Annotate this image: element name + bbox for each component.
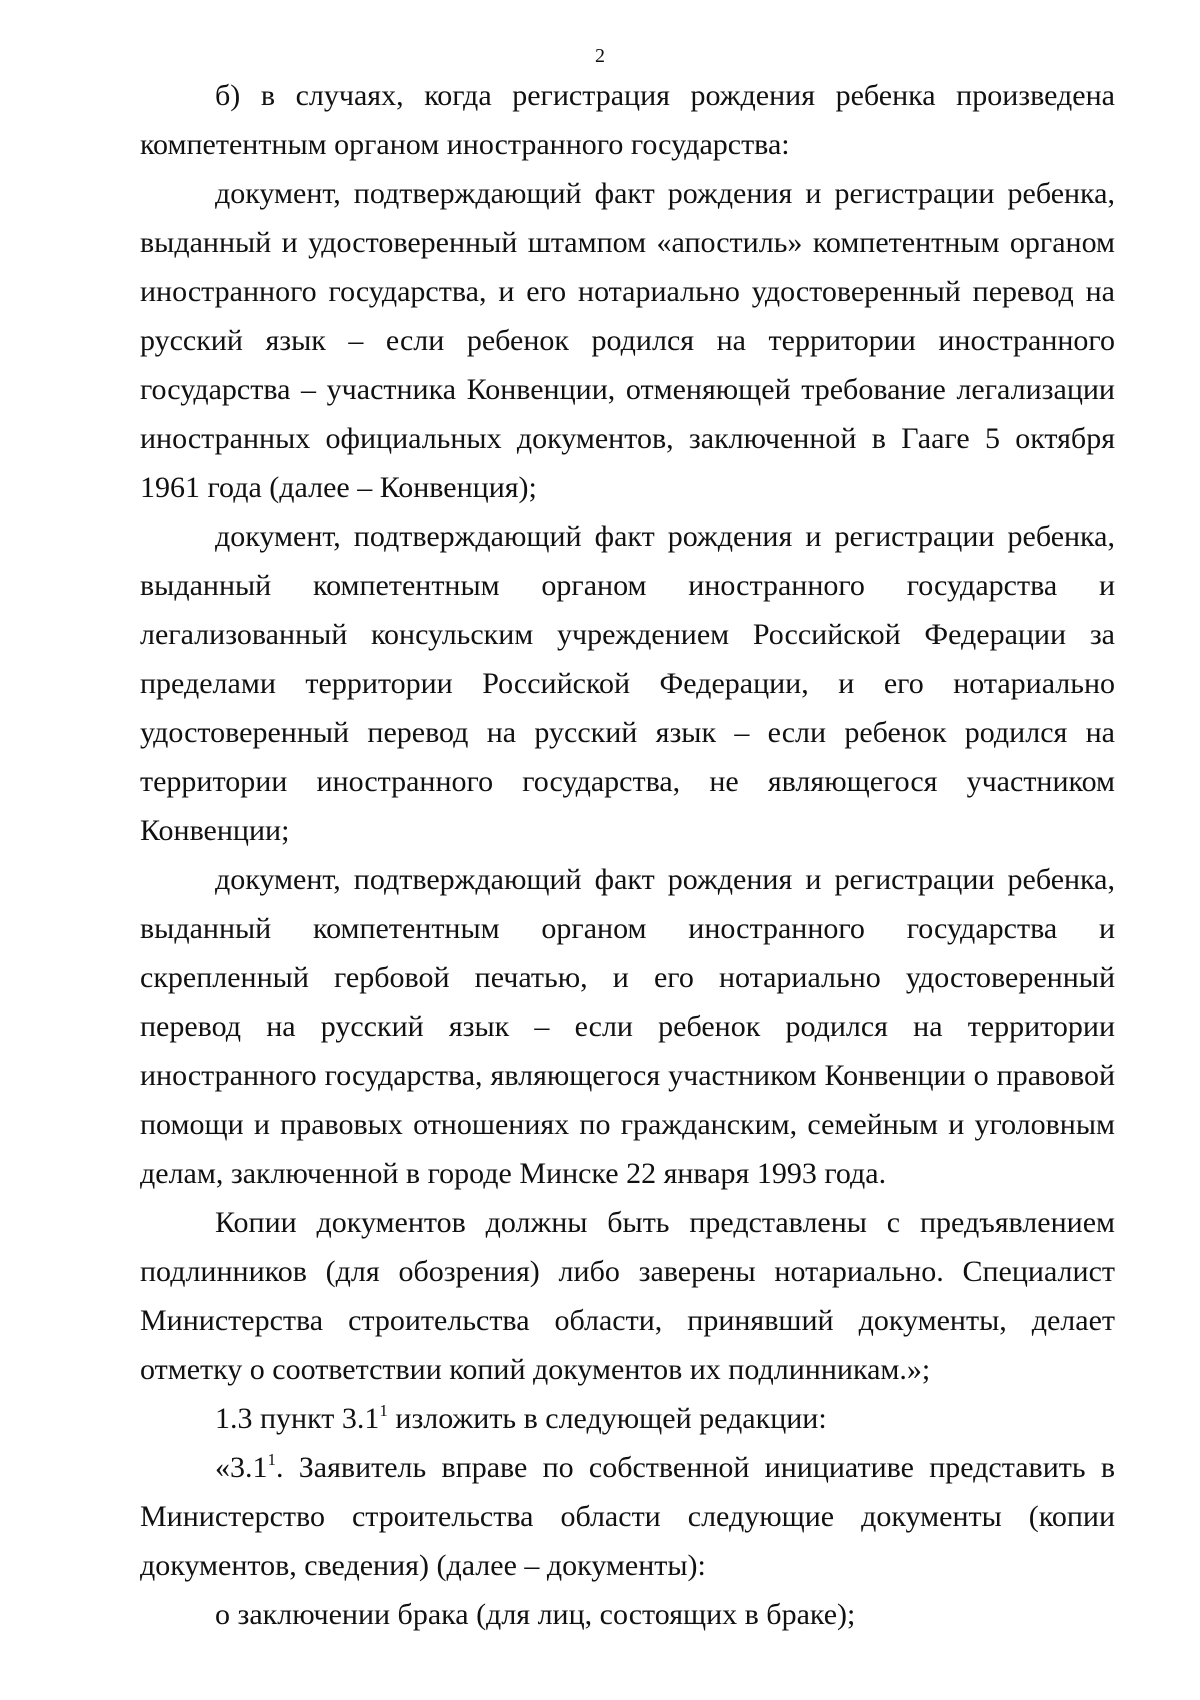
paragraph-case-b: б) в случаях, когда регистрация рождения ребенка произведена компетентным органом иностранного государства: <box>140 79 1115 161</box>
document-body <box>140 71 1115 1639</box>
paragraph-amendment-1-3 <box>140 1394 1115 1443</box>
paragraph-document-copies: Копии документов должны быть представлены с предъявлением подлинников (для обозрения) либо заверены нотариально. Специалист Министерства строительства области, принявший документы, делает отметку о соответствии копий документов их подлинникам.»; <box>140 1206 1115 1386</box>
amendment-text-start: 1.3 пункт 3.1 <box>215 1402 380 1435</box>
clause-superscript: 1 <box>267 1450 276 1469</box>
paragraph-clause-3-1-1 <box>140 1443 1115 1590</box>
clause-text: . Заявитель вправе по собственной инициативе представить в Министерство строительства области следующие документы (копии документов, сведения) (далее – документы): <box>140 1451 1115 1582</box>
paragraph-apostille-document: документ, подтверждающий факт рождения и регистрации ребенка, выданный и удостоверенный штампом «апостиль» компетентным органом иностранного государства, и его нотариально удостоверенный перевод на русский язык – если ребенок родился на территории иностранного государства – участника Конвенции, отменяющей требование легализации иностранных официальных документов, заключенной в Гааге 5 октября 1961 года (далее – Конвенция); <box>140 177 1115 504</box>
amendment-text-end: изложить в следующей редакции: <box>387 1402 827 1435</box>
page-number: 2 <box>595 45 605 67</box>
paragraph-marriage-item: о заключении брака (для лиц, состоящих в браке); <box>215 1598 856 1631</box>
amendment-superscript: 1 <box>379 1401 388 1420</box>
paragraph-stamped-document: документ, подтверждающий факт рождения и регистрации ребенка, выданный компетентным органом иностранного государства и скрепленный гербовой печатью, и его нотариально удостоверенный перевод на русский язык – если ребенок родился на территории иностранного государства, являющегося участником Конвенции о правовой помощи и правовых отношениях по гражданским, семейным и уголовным делам, заключенной в городе Минске 22 января 1993 года. <box>140 863 1115 1190</box>
paragraph-legalized-document: документ, подтверждающий факт рождения и регистрации ребенка, выданный компетентным органом иностранного государства и легализованный консульским учреждением Российской Федерации за пределами территории Российской Федерации, и его нотариально удостоверенный перевод на русский язык – если ребенок родился на территории иностранного государства, не являющегося участником Конвенции; <box>140 520 1115 847</box>
clause-number: «3.1 <box>215 1451 268 1484</box>
